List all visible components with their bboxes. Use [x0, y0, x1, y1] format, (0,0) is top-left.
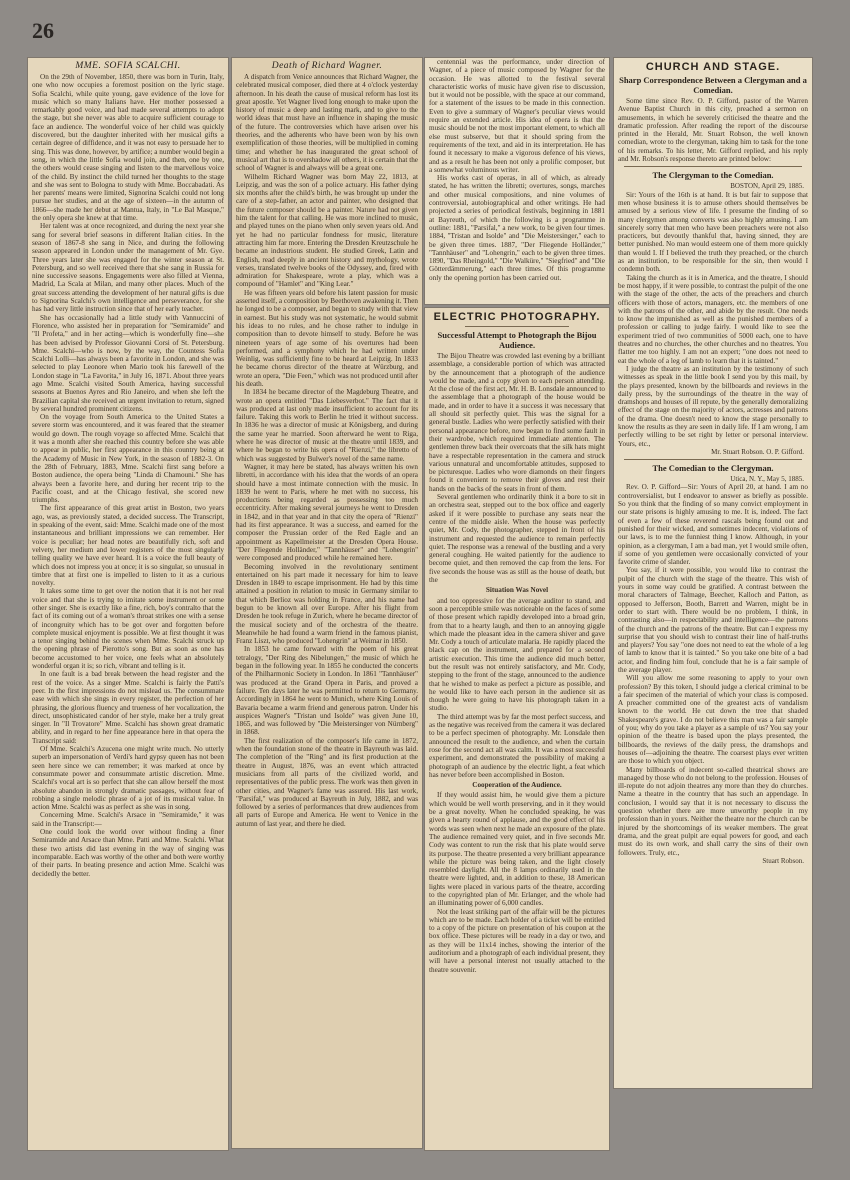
- paragraph: One could look the world over without finding a finer Semiramide and Arsace than Mme. Patti and Mme. Scalchi. What these two artists did last evening in the way of singing was incomparable. Each was worthy of the other and both were worthy of their parts. In beating presence and action Mme. Scalchi was decidedly the better.: [32, 828, 224, 878]
- page-number: 26: [32, 18, 54, 43]
- paragraph: You say, if it were possible, you would like to contrast the pulpit of the church with the stage of the theatre. This wish of yours in some way could be gratified. A contrast between the moral characters of Talmage, Beecher, Kalloch and Patton, as opposed to Jefferson, Booth, Barrett and Warren, might be in order to start with. There would be no problem, I think, in contrasting also—in respectability and intelligence—the patrons of the church and the patrons of the theatre. But can I express my surprise that you should wish to contrast their line of half-truths and players? You say "one does not need to eat the whole of a leg of lamb to know that it is tainted." So you take one bite of a bad actor, and finding him foul, conclude that he is a fair sample of the average player.: [618, 566, 808, 674]
- section-subhead: Cooperation of the Audience.: [472, 781, 562, 790]
- paragraph: Becoming involved in the revolutionary sentiment entertained on his part made it necessary for him to leave Dresden in 1849 to escape imprisonment. He had by this time attained a position in relation to music in Germany similar to that which Berlioz was holding in France, and his name had begun to be known all over Europe. After his flight from Dresden he took refuge in Zurich, where he became director of the musical society and of the orchestra of the theatre. Meanwhile he had found a warm friend in the famous pianist, Franz Liszt, who produced "Lohengrin" at Weimar in 1850.: [236, 562, 418, 646]
- section-subhead: Situation Was Novel: [485, 586, 549, 595]
- clipping-body: [28, 73, 228, 878]
- paragraph: The first realization of the composer's life came in 1872, when the foundation stone of the theatre in Bayreuth was laid. The completion of the "Ring" and its first production at the theatre in August, 1876, was an event which attracted musicians from all parts of the civilized world, and representatives of the public press. The work was then given in other cities, and Wagner's fame was assured. His last work, "Parsifal," was produced at Bayreuth in July, 1882, and was followed by a series of performances that drew audiences from all parts of Europe and America. He went to Venice in the autumn of last year, and there he died.: [236, 736, 418, 828]
- divider: [624, 166, 802, 167]
- clipping-wagner-continued: [425, 58, 609, 304]
- paragraph: Her talent was at once recognized, and during the next year she sang for several brief seasons in different Italian cities. In the season of 1867-8 she sang in Nice, and during the following season appeared in London under the management of Mr. Gye. Three years later she was engaged for the winter season at St. Petersburg, and so well received there that she sang in Russia for nine successive seasons. Engagements were also filled at Vienna, Madrid, La Scala at Milan, and many other places. Much of the great success attending the development of her natural gifts is due to Signorina Scalchi's own intelligence and perseverance, for she has had very little instruction since that of her early teacher.: [32, 222, 224, 314]
- divider: [465, 326, 569, 327]
- clipping-church-and-stage: [614, 58, 812, 1088]
- paragraph: Wagner, it may here be stated, has always written his own libretti, in accordance with his idea that the words of an opera should have a most intimate connection with the music. In 1839 he went to Paris, where he met with no success, his productions being regarded as possessing too much eccentricity. After making several journeys he went to Dresden in 1842, and in that year and in that city the opera of "Rienzi" had its first appearance. It was a success, and earned for the composer the Prussian order of the Red Eagle and an appointment as Kapellmeister at the Dresden Opera House. "Der Fliegende Holländer," "Tannhäuser" and "Lohengrin" were composed and produced while he remained here.: [236, 462, 418, 563]
- clipping-body: [425, 58, 609, 282]
- paragraph: I judge the theatre as an institution by the testimony of such witnesses as speak in the little book I send you by this mail, by the plays presented, known by the billboards and reviews in the daily press, by the surroundings of the theatre in the way of dramshops and houses of ill repute, by the generally demoralizing effect of the stage on the majority of actors, actresses and patrons of the drama. One doesn't need to know the stage personally to know the results as they are seen in daily life. If I am wrong, I am perfectly willing to be set right by letter or personal interview. Yours, etc.,: [618, 364, 808, 448]
- paragraph: Rev. O. P. Gifford—Sir: Yours of April 20, at hand. I am no controversialist, but I endeavor to answer as briefly as possible. So you think that the finding of so many convict employment in our state prisons is highly amusing to me. It is, indeed. The fact of even a few of these reverend rascals being found out and punished for their wicked, and sometimes indecent, violations of our laws, is to me the funniest thing I know. Although, in your opinion, as a clergyman, I am a bad man, yet I would smile often, if some of you gentlemen were occasionally convicted of your favorite crime of slander.: [618, 483, 808, 567]
- paragraph: The Bijou Theatre was crowded last evening by a brilliant assemblage, a considerable portion of which was attracted by the announcement that a photograph of the audience would be made, and a copy given to each person attending. At the close of the first act, Mr. H. B. Lonsdale announced to the assemblage that a photograph of the house would be made, and in order to have it a success it was necessary that all should sit perfectly quiet. This was the signal for a general bustle. Ladies who were perfectly satisfied with their personal appearance before, now began to find some fault in their wardrobe, which required immediate attention. The gentlemen threw back their overcoats that the silk hats might have a respectable representation in the camera and struck various unnatural and uncomfortable attitudes, supposed to be picturesque. Ladies who wore diamonds on their fingers found it convenient to remove their gloves and rest their hands on the backs of the seats in front of them.: [429, 352, 605, 493]
- paragraph: He was fifteen years old before his latent passion for music asserted itself, a composition by Beethoven awakening it. Then he longed to be a composer, and began to study with that view in earnest. But his study was not systematic, he would submit his ideas to no rules, and he chose rather to indulge in composition than to devote himself to study. Before he was nineteen years of age some of his overtures had been performed, and a symphony which he had written under Weinlig, was sufficiently fine to be heard at Leipzig. In 1833 he became chorus director of the theatre at Würzburg, and wrote an opera, "Die Feen," which was not produced until after his death.: [236, 288, 418, 388]
- letter1-date: BOSTON, April 29, 1885.: [730, 182, 804, 191]
- clipping-body: [232, 73, 422, 828]
- paragraph: In 1853 he came forward with the poem of his great tetralogy, "Der Ring des Nibelungen," the music of which he began in the following year. In 1855 he conducted the concerts of the Philharmonic Society in London. In 1861 "Tannhäuser" was produced at the Grand Opera in Paris, and proved a failure. Ten days later he was permitted to return to Germany. Accordingly in 1864 he went to Munich, where King Louis of Bavaria became a warm friend and generous patron. Under his auspices Wagner's "Tristan und Isolde" was given June 10, 1865, and was followed by "Die Meistersinger von Nürnberg" in 1868.: [236, 645, 418, 737]
- letter2-heading: The Comedian to the Clergyman.: [652, 463, 774, 474]
- letter2-body: [614, 483, 812, 856]
- paragraph: On the 29th of November, 1850, there was born in Turin, Italy, one who now occupies a foremost position on the lyric stage. Sofia Scalchi, while quite young, gave evidence of the love for music which so many Italians have. Her mother possessed a remarkably good voice, and had made several attempts to adopt the stage, but she never was able to acquire sufficient courage to face an audience. The wonderful voice of her child was quickly discovered, but the daughter inherited with her musical gifts a certain degree of diffidence, and it was not easy to persuade her to sing. This was done, however, by artifice; a number would begin a song, in which the little Sofia would join, and then, one by one, the others would cease singing and listen to the marvellous voice of the child. By instinct the child turned her thoughts to the stage and she was sent to Bologna to study with Mme. Boccabadati. As her parents' means were limited, Signorina Scalchi could not long pursue her studies, and at the age of sixteen—in the autumn of 1866—she made her debut at Mantua, Italy, in "Le Bal Masque," the only opera she knew at that time.: [32, 73, 224, 223]
- clipping-subtitle: Sharp Correspondence Between a Clergyman and a Comedian.: [619, 75, 807, 95]
- intro-paragraph: Some time since Rev. O. P. Gifford, pastor of the Warren Avenue Baptist Church in this city, preached a sermon on amusements, in which he severely criticised the theatre and the dramatic profession. After reading the report of the discourse printed in the Herald, Mr. Stuart Robson, the well known comedian, wrote to the clergyman, taking him to task for the tone of his remarks. To his letter, Mr. Gifford replied, and his reply and Mr. Robson's response thereto are printed below:: [618, 97, 808, 164]
- clipping-subtitle: Successful Attempt to Photograph the Bijou Audience.: [437, 330, 597, 350]
- paragraph: She has occasionally had a little study with Vannuccini of Florence, who assisted her in preparation for "Semiramide" and "Il Profeta," and in her acting—which is wonderfully fine—she has been advised by Professor Giovanni Corsi of St. Petersburg. Mme. Scalchi—who is now, by the way, the Countess Sofia Scalchi Lolli—has always been a favorite in London, and she was selected to play Leonore when Mario took his farewell of the London stage in "La Favorita," in July 16, 1871. About three years ago Mme. Scalchi visited South America, having successful seasons at Buenos Ayres and Rio Janeiro, and when she left the Brazilian capital she received an urgent invitation to return, signed by several hundred prominent citizens.: [32, 313, 224, 413]
- paragraph: Many billboards of indecent so-called theatrical shows are managed by those who do not belong to the profession. Houses of ill-repute do not adjoin theatres any more than they do churches. Name a theatre in the country that has such an appendage. In conclusion, I would say that it is not necessary to discuss the question whether there are more unworthy people in my profession than in yours. Neither the theatre nor the church can be injured by the shortcomings of its weaker members. The great drama, and the great pulpit are equal powers for good, and each must do its own work, and shall carry the sins of their own followers. Truly, etc.,: [618, 765, 809, 857]
- paragraph: Sir: Yours of the 16th is at hand. It is but fair to suppose that men whose business it is to amuse others should themselves be amused by a serious view of life. I presume the finding of so many clergymen among converts was also highly amusing. I am sincerely sorry that men who have been preachers were not also practicers, but devoutly thankful that, having sinned, they are better punished. No man would esteem one of them more quickly than would I. If I believed the truth they preached, or the church as an institution, to be responsible for the sin, then would I condemn both.: [618, 190, 808, 274]
- clipping-body: [425, 352, 609, 974]
- letter1-body: [614, 191, 812, 448]
- clipping-title: CHURCH AND STAGE.: [645, 61, 781, 73]
- letter1-heading: The Clergyman to the Comedian.: [652, 170, 774, 181]
- paragraph: It takes some time to get over the notion that it is not her real voice and that she is trying to imitate some instrument or some other singer. She is exactly like a fine, rich, boy's contralto that the fact of its coming out of a woman's throat strikes one with a sense of incongruity which has to be got over and forgotten before complete musical enjoyment is possible. We at first thought it was a tenor singing behind the scenes when Mme. Scalchi struck up the opening phrase of Pierotto's song. But as soon as one has become accustomed to her voice, one feels what an absolutely wonderful organ it is; so rich, vibrant and telling is it.: [32, 587, 224, 671]
- clipping-scalchi: [28, 58, 228, 1150]
- paragraph: Not the least striking part of the affair will be the pictures which are to be made. Each holder of a ticket will be entitled to a copy of the picture on presentation of his coupon at the box office. These pictures will be ready in a day or two, and as they will be 11x14 inches, showing the interior of the auditorium and a photograph of each individual present, they will have a personal interest not usually attached to the theatre souvenir.: [429, 907, 605, 974]
- clipping-title: MME. SOFIA SCALCHI.: [75, 61, 181, 71]
- clipping-title: Death of Richard Wagner.: [271, 61, 383, 71]
- paragraph: Wilhelm Richard Wagner was born May 22, 1813, at Leipzig, and was the son of a police actuary. His father dying six months after the child's birth, he was brought up under the care of a step-father, an actor and painter, who designed that the future composer should be a painter. Nature had not given him the talent for that calling. He was more inclined to music, and played tunes on the piano when only seven years old. And yet he had no particular fondness for music, literature attracting him far more. Entering the Dresden Kreutzschule he became an industrious student. He studied Greek, Latin and English, read deeply in ancient history and mythology, wrote verses, translated twelve books of the Odyssey, and, fired with admiration for Shakespeare, wrote a play, which was a compound of "Hamlet" and "King Lear.": [236, 172, 418, 289]
- paragraph: Concerning Mme. Scalchi's Arsace in "Semiramide," it was said in the Transcript:—: [32, 811, 224, 828]
- clipping-wagner-death: [232, 58, 422, 1148]
- paragraph: Will you allow me some reasoning to apply to your own profession? By this token, I should judge a clerical criminal to be a fair specimen of the material of which your class is composed. A preacher committed one of the greatest acts of vandalism known to the world. He cut down the tree that shaded Shakespeare's grave. I do not believe this man was a fair sample of you; why do you take a player as a sample of us? You say your opinion of the theatre is based upon the plays presented, the billboards, the reviews of the daily press, the dramshops and houses of—adjoining the theatre. The coarsest plays ever written are those to which you object.: [618, 674, 808, 766]
- paragraph: Of Mme. Scalchi's Azucena one might write much. No utterly superb an impersonation of Verdi's hard gypsy queen has not been seen here since we can remember; it was marked at once by consummate power and consummate artistic discretion. Mme. Scalchi's vocal art is so perfect that she can allow herself the most absolute abandon in strongly dramatic passages, without fear of robbing a single melodic phrase of a jot of its musical value. In action Mme. Scalchi was as perfect as she was in song.: [32, 745, 224, 812]
- paragraph: A dispatch from Venice announces that Richard Wagner, the celebrated musical composer, died there at 4 o'clock yesterday afternoon. In his death the cause of musical reform has lost its great apostle. Yet Wagner lived long enough to make upon the history of music a deep and lasting mark, and to give to the world ideas that must have an influence in shaping the music of the future. The controversies which have arisen over his theories, and the adherents who have been won by his own exemplification of those theories, will be multiplied in coming time; and whether he has inaugurated the great school of musical art that is to overshadow all others, it is certain that the school of Wagner is and always will be a great one.: [236, 73, 418, 173]
- paragraph: The first appearance of this great artist in Boston, two years ago, was, as previously stated, a decided success. The Transcript, in speaking of the event, said: Mme. Scalchi made one of the most instantaneous and brilliant impressions we can remember. Her voice is peculiar; her head notes are beautifully rich, soft and velvety, her medium and lower registers of the most singularly telling quality we have ever heard. It is a voice the full beauty of which does not impress you at once; it is so singular, so unusual in timbre that at first one is impelled to listen to it as a curious novelty.: [32, 504, 224, 588]
- paragraph: centennial was the performance, under direction of Wagner, of a piece of music composed by Wagner for the occasion. He was allotted to the festival several characteristic works of music have given rise to discussion, but it would not be possible, with the space at our command, for a statement of the issues to be made in this connection. Even to give a summary of Wagner's peculiar views would require an extended article. His idea of opera is that the music should be not the most important element, to which all else must subserve, but that it should spring from the requirements of the text, and aid in its interpretation. He has found it necessary to make a vigorous defence of his views, and as a result he has been not only a prolific composer, but a somewhat voluminous writer.: [429, 58, 605, 174]
- letter2-signature: Stuart Robson.: [762, 856, 804, 865]
- paragraph: and too oppressive for the average auditor to stand, and soon a perceptible smile was noticeable on the faces of some of those present which rapidly developed into a broad grin, from that to a hearty laugh, and then to an annoying giggle which made the pleasant idea in the camera shiver and gave Mr. Cody a touch of articulate malaria. He rapidly placed the black cap on the instrument, and prepared for a second artistic execution. This time the audience did much better, but the result was not entirely satisfactory, and Mr. Cody, stepping to the front of the stage, announced to the audience that he wished to make as perfect a picture as possible, and he would like to have each person in the audience sit as though he were going to have his photograph taken in a studio.: [429, 596, 605, 713]
- paragraph: The third attempt was by far the most perfect success, and as the negative was received from the camera it was declared to be a perfect specimen of photography. Mr. Lonsdale then announced the result to the audience, and when the curtain rose for the second act all was calm. It was a most successful experiment, and demonstrated the possibility of making a photograph of an audience by the electric light, a feat which has never before been accomplished in Boston.: [429, 712, 605, 779]
- paragraph: In 1834 he became director of the Magdeburg Theatre, and wrote an opera entitled "Das Liebesverbot." The fact that it was produced at last only made insufficient to account for its failure. Taking this work to Berlin he tried it without success. In 1836 he was a director of music at Königsberg, and during the same year he married. Soon afterward he went to Riga, where he was director of music at the theatre until 1839, and where he began to write his opera of "Rienzi," the libretto of which was suggested by Bulwer's novel of the same name.: [236, 388, 418, 463]
- paragraph: In one fault is a bad break between the head register and the rest of the voice. As a singer Mme. Scalchi is fairly the Patti's peer. In the first impressions do not mislead us. The consummate ease with which she sings in every register, the perfection of her phrasing, the glorious fluency and trueness of her vocalization, the direct, unsophisticated candor of her style, make her a truly great singer. In "Il Trovatore" Mme. Scalchi has shown great dramatic ability, and in regard to her fine appearance here in that opera the Transcript said:: [32, 670, 224, 745]
- letter1-signature: Mr. Stuart Robson. O. P. Gifford.: [711, 447, 804, 456]
- paragraph: Several gentlemen who ordinarily think it a bore to sit in an orchestra seat, stepped out to the box office and eagerly asked if it were possible to purchase any seats near the centre of the middle aisle. When the house was perfectly quiet, Mr. Cody, the photographer, stepped in front of his instrument and requested the audience to remain perfectly quiet. The response was a renewal of the bustling and a very general coughing. He waited patiently for the audience to become quiet, and then removed the cap from the lens. For five seconds the house was as still as the house of death, but the: [429, 493, 605, 585]
- clipping-title: ELECTRIC PHOTOGRAPHY.: [433, 311, 601, 323]
- paragraph: His works cast of operas, in all of which, as already stated, he has written the libretti; overtures, songs, marches and other musical compositions, and nine volumes of controversial, autobiographical and other writings. He had projected a series of periodical festivals, beginning in 1881 at Bayreuth, of which the following is a programme in outline: 1881, "Parsifal," a new work, to be given four times. 1884, "Tristan and Isolde" and "Die Meistersinger," each to be given three times. 1887, "Der Fliegende Holländer," "Tannhäuser" and "Lohengrin," each to be given three times. 1890, "Das Rheingold," "Die Walküre," "Siegfried" and "Die Götterdämmerung," each three times. Of this programme only the opening portion has been carried out.: [429, 174, 605, 282]
- divider: [624, 459, 802, 460]
- paragraph: If they would assist him, he would give them a picture which would be well worth preserving, and in it they would be a great novelty. When he concluded speaking, he was given a hearty round of applause, and the good effect of his words was seen when next he made an exposure of the plate. The audience remained very quiet, and in five seconds Mr. Cody was content to run the risk that his plate would serve its purpose. The theatre presented a very brilliant appearance while the picture was being taken, and the light closely resembled daylight. All the 8 lamps ordinarily used in the theatre were lighted, and, in addition to these, 18 American lights were placed in various parts of the theatre, according to the copyrighted plan of Mr. Erlanger, and the whole had an illuminating power of 6,000 candles.: [429, 791, 605, 908]
- letter2-date: Utica, N. Y., May 5, 1885.: [730, 475, 804, 484]
- clipping-electric-photography: [425, 308, 609, 1150]
- paragraph: Taking the church as it is in America, and the theatre, I should be most happy, if it were possible, to contrast the pulpit of the one with the stage of the other, the acts of the preachers and church officers with those of actors, managers, etc. the members of one with the patrons of the other, and abide by the result. One needs to know the impunished as well as the punished members of a profession or calling to judge fairly. I would like to see the experiment tried of two communities of 5000 each, one to have theatres and no churches, the other churches and no theatres. You flatter me too highly. I am not an expert; "one does not need to eat the whole of a leg of lamb to learn that it is tainted.": [618, 273, 808, 365]
- paragraph: On the voyage from South America to the United States a severe storm was encountered, and it was feared that the steamer would go down. The rough voyage so affected Mme. Scalchi that it was a month after she reached this country before she was able to appear in public, her first appearance in this country being at the Academy of Music in New York, in the season of 1882-3. On the 28th of February, 1883, Mme. Scalchi first sang before a Boston audience, the opera being "Linda di Chamouni." She has always been a favorite here, and during her recent trip to the Pacific coast, and at the Chicago festival, she scored new triumphs.: [32, 413, 224, 505]
